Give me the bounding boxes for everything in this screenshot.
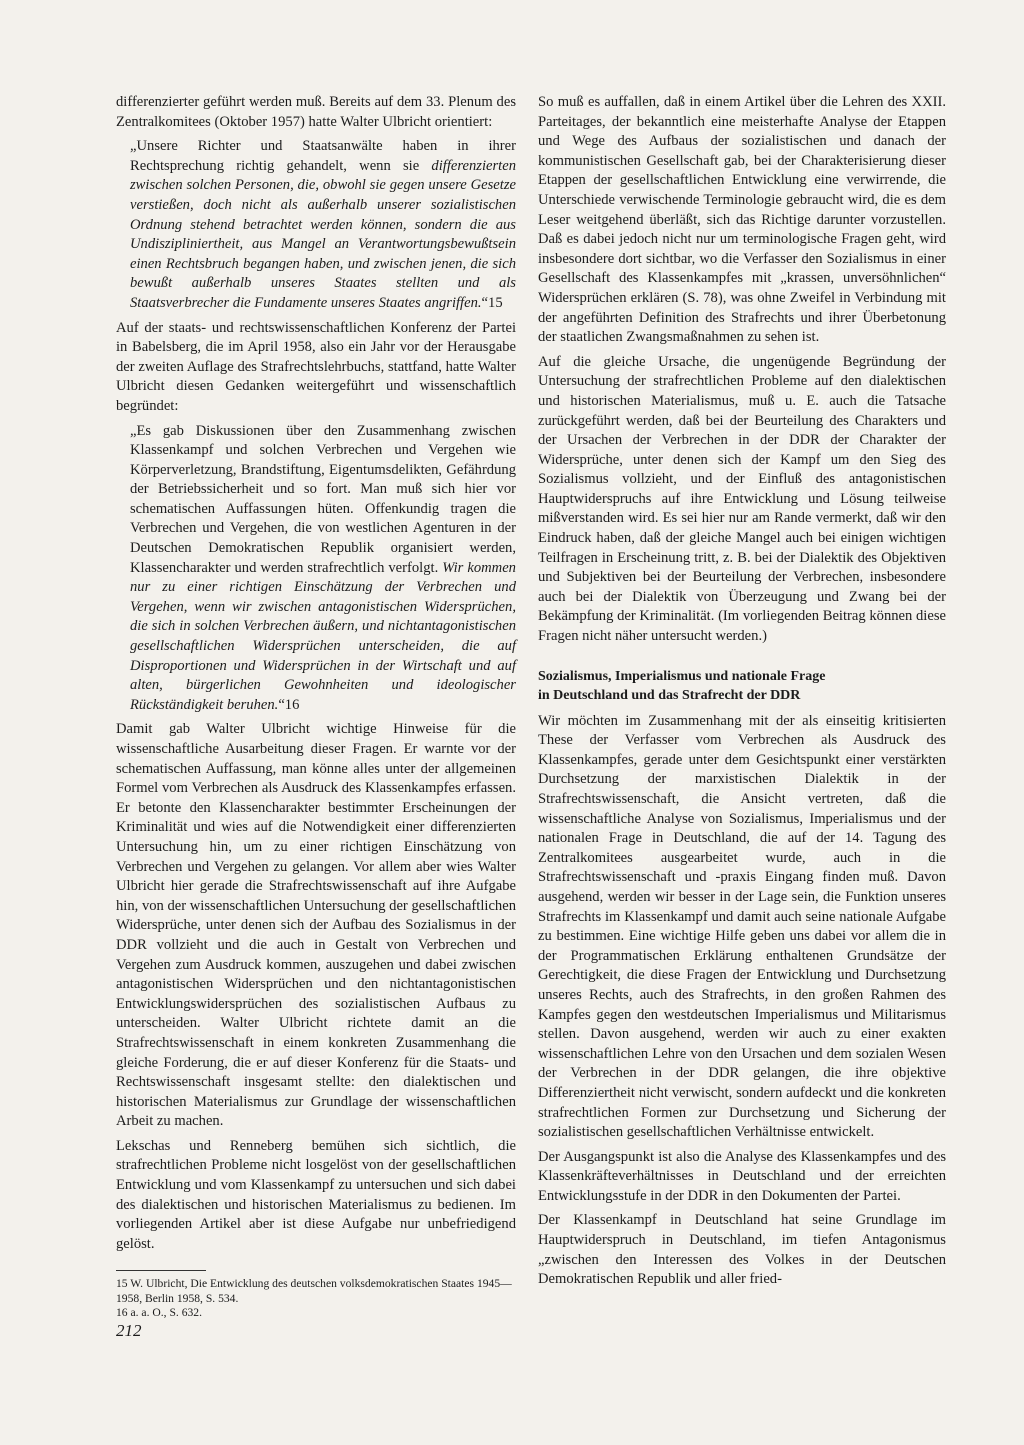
footnote-divider	[116, 1270, 206, 1271]
paragraph: differenzierter geführt werden muß. Bereits auf dem 33. Plenum des Zentralkomitees (Oktober 1957) hatte Walter Ulbricht orientiert:	[116, 94, 516, 130]
section-heading-line: in Deutschland und das Strafrecht der DDR	[538, 687, 801, 703]
right-column	[538, 93, 946, 1295]
quote-text: „Es gab Diskussionen über den Zusammenhang zwischen Klassenkampf und solchen Verbrechen und Vergehen wie Körperverletzung, Brandstiftung, Eigentumsdelikten, Gefährdung der Betriebssicherheit und so fort. Man muß sich hier vor schematischen Auffassungen hüten. Offenkundig tragen die Verbrechen und Vergehen, die von westlichen Agenturen in der Deutschen Demokratischen Republik organisiert werden, Klassencharakter und werden strafrechtlich verfolgt.	[130, 422, 516, 576]
quote-italic-text: Wir kommen nur zu einer richtigen Einschätzung der Verbrechen und Vergehen, wenn wir zwischen antagonistischen Widersprüchen, die sich in solchen Verbrechen äußern, und nichtantagonistischen gesellschaftlichen Widersprüchen unterscheiden, die auf Disproportionen und Widersprüchen in der Wirtschaft und auf alten, bürgerlichen Gewohnheiten und ideologischer Rückständigkeit beruhen.	[130, 559, 516, 713]
quote-italic-text: differenzierten zwischen solchen Personen, die, obwohl sie gegen unsere Gesetze verstießen, doch nicht als außerhalb unserer sozialistischen Ordnung stehend betrachtet werden können, sondern die aus Undiszipliniertheit, aus Mangel an Verantwortungsbewußtsein einen Rechtsbruch begangen haben, und zwischen jenen, die sich bewußt außerhalb unseres Staates stellten und als Staatsverbrecher die Fundamente unseres Staates angriffen.	[130, 157, 516, 311]
paragraph: Wir möchten im Zusammenhang mit der als einseitig kritisierten These der Verfasser vom Verbrechen als Ausdruck des Klassenkampfes, gerade unter dem Gesichtspunkt einer verstärkten Durchsetzung der marxistischen Dialektik in der Strafrechtswissenschaft, die Ansicht vertreten, daß die wissenschaftliche Analyse von Sozialismus, Imperialismus und der nationalen Frage in Deutschland, die auf der 14. Tagung des Zentralkomitees ausgearbeitet wurde, auch in die Strafrechtswissenschaft und -praxis Eingang finden muß. Davon ausgehend, werden wir besser in der Lage sein, die Funktion unseres Strafrechts im Klassenkampf und damit auch seine nationale Aufgabe zu bestimmen. Eine wichtige Hilfe geben uns dabei vor allem die in der Programmatischen Erklärung enthaltenen Grundsätze der Gerechtigkeit, die diese Fragen der Entwicklung und Durchsetzung unseres Rechts, auch des Strafrechts, in den großen Rahmen des Kampfes gegen den westdeutschen Imperialismus und Militarismus stellen. Davon ausgehend, werden wir auch zu einer exakten wissenschaftlichen Lehre von den Ursachen und dem sozialen Wesen der Verbrechen in der DDR gelangen, die ihre objektive Differenziertheit nicht verwischt, sondern aufdeckt und die konkreten strafrechtlichen Formen zur Durchsetzung und Sicherung der sozialistischen gesellschaftlichen Verhältnisse entwickelt.	[538, 712, 946, 1141]
footnote: 15 W. Ulbricht, Die Entwicklung des deutschen volksdemokratischen Staates 1945—1958, Berlin 1958, S. 534.	[116, 1277, 512, 1305]
paragraph: So muß es auffallen, daß in einem Artikel über die Lehren des XXII. Parteitages, der bekanntlich eine meisterhafte Analyse der Etappen und Wege des Aufbaus der sozialistischen und danach der kommunistischen Gesellschaft gab, bei der Charakterisierung dieser Etappen der gesellschaftlichen Entwicklung eine verwirrende, die Unterschiede verwischende Terminologie gebraucht wird, die es dem Leser weitgehend überläßt, sich das Richtige darunter vorzustellen. Daß es dabei jedoch nicht nur um terminologische Fragen geht, wird insbesondere dort sichtbar, wo die Verfasser den Sozialismus in einer Gesellschaft des Klassenkampfes mit „krassen, unversöhnlichen“ Widersprüchen erklären (S. 78), was ohne Zweifel in Verbindung mit der angeführten Definition des Strafrechts und ihrer Überbetonung der staatlichen Zwangsmaßnahmen zu sehen ist.	[538, 94, 946, 346]
paragraph: Damit gab Walter Ulbricht wichtige Hinweise für die wissenschaftliche Ausarbeitung dieser Fragen. Er warnte vor der schematischen Auffassung, man könne alles unter der allgemeinen Formel vom Verbrechen als Ausdruck des Klassenkampfes erfassen. Er betonte den Klassencharakter bestimmter Erscheinungen der Kriminalität und wies auf die Notwendigkeit einer differenzierten Untersuchung hin, um zu einer richtigen Einschätzung von Verbrechen und Vergehen zu gelangen. Vor allem aber wies Walter Ulbricht hier gerade die Strafrechtswissenschaft auf ihre Aufgabe hin, von der wissenschaftlichen Untersuchung der gesellschaftlichen Widersprüche, unter denen sich der Aufbau des Sozialismus in der DDR vollzieht und die auch in Gestalt von Verbrechen und Vergehen zum Ausdruck kommen, auszugehen und dabei zwischen antagonistischen Widersprüchen und den nichtantagonistischen Entwicklungswidersprüchen des sozialistischen Aufbaus zu unterscheiden. Walter Ulbricht richtete damit an die Strafrechtswissenschaft in einem konkreten Zusammenhang die gleiche Forderung, die er auf dieser Konferenz für die Staats- und Rechtswissenschaft insgesamt stellte: den dialektischen und historischen Materialismus zur Grundlage der wissenschaftlichen Arbeit zu machen.	[116, 721, 516, 1130]
paragraph: Der Ausgangspunkt ist also die Analyse des Klassenkampfes und des Klassenkräfteverhältnisses in Deutschland und der erreichten Entwicklungsstufe in der DDR in den Dokumenten der Partei.	[538, 1148, 946, 1204]
paragraph: Der Klassenkampf in Deutschland hat seine Grundlage im Hauptwiderspruch in Deutschland, im tiefen Antagonismus „zwischen den Interessen des Volkes in der Deutschen Demokratischen Republik und aller fried-	[538, 1212, 946, 1288]
section-heading	[538, 667, 946, 705]
quote-text: „Unsere Richter und Staatsanwälte haben in ihrer Rechtsprechung richtig gehandelt, wenn sie	[130, 138, 516, 174]
page-number: 212	[116, 1321, 142, 1340]
left-column	[116, 93, 516, 1321]
paragraph: Auf der staats- und rechtswissenschaftlichen Konferenz der Partei in Babelsberg, die im April 1958, also ein Jahr vor der Herausgabe der zweiten Auflage des Strafrechtslehrbuchs, stattfand, hatte Walter Ulbricht diesen Gedanken weitergeführt und wissenschaftlich begründet:	[116, 319, 516, 414]
block-quote	[130, 422, 516, 716]
footnote-ref: “16	[278, 696, 300, 713]
paragraph: Lekschas und Renneberg bemühen sich sichtlich, die strafrechtlichen Probleme nicht losgelöst von der gesellschaftlichen Entwicklung und vom Klassenkampf zu untersuchen und sich dabei des dialektischen und historischen Materialismus zu bedienen. Im vorliegenden Artikel aber ist diese Aufgabe nur unbefriedigend gelöst.	[116, 1137, 516, 1252]
section-heading-line: Sozialismus, Imperialismus und nationale Frage	[538, 668, 826, 684]
block-quote	[130, 137, 516, 313]
footnote-ref: “15	[481, 294, 503, 311]
footnote: 16 a. a. O., S. 632.	[116, 1306, 202, 1320]
paragraph: Auf die gleiche Ursache, die ungenügende Begründung der Untersuchung der strafrechtlichen Probleme auf den dialektischen und historischen Materialismus, muß u. E. auch die Tatsache zurückgeführt werden, daß bei der Beurteilung des Charakters und der Ursachen der Verbrechen in der DDR der Charakter der Widersprüche, unter denen sich der Kampf um den Sieg des Sozialismus vollzieht, und der Einfluß des antagonistischen Hauptwiderspruchs auf ihre Entwicklung und Lösung teilweise mißverstanden wird. Es sei hier nur am Rande vermerkt, daß wir den Eindruck haben, daß der gleiche Mangel auch bei einigen wichtigen Teilfragen in Erscheinung tritt, z. B. bei der Dialektik des Objektiven und Subjektiven bei der Beurteilung der Verbrechen, insbesondere auch bei der Dialektik von Überzeugung und Zwang bei der Bekämpfung der Kriminalität. (Im vorliegenden Beitrag können diese Fragen nicht näher untersucht werden.)	[538, 353, 946, 645]
